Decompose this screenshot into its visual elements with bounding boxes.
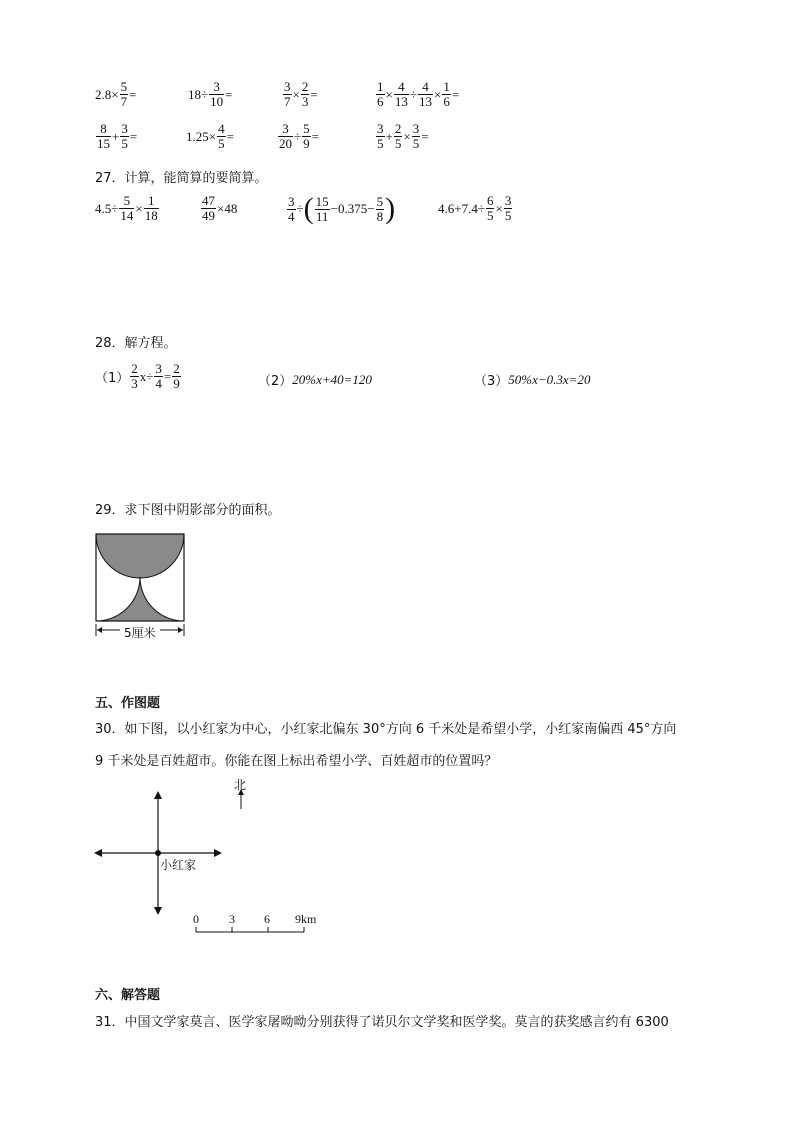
- expr-r1-4: $\frac{1}{6}$ × $\frac{4}{13}$ ÷ $\frac{4}{13}$ × $\frac{1}{6}$ =: [377, 79, 460, 109]
- dimension-label: 5厘米: [124, 626, 156, 640]
- q31-line-1: 31．中国文学家莫言、医学家屠呦呦分别获得了诺贝尔文学奖和医学奖。莫言的获奖感言约有 6300: [95, 1015, 669, 1030]
- direction-diagram: [90, 775, 330, 940]
- fraction: $\frac{3}{5}$: [412, 121, 420, 151]
- q27-expr-4: 4.6+7.4÷ $\frac{6}{5}$ × $\frac{3}{5}$: [438, 193, 512, 223]
- q28-part-2: （2） 20%x+40=120: [258, 371, 372, 389]
- q27-expr-1: 4.5÷ $\frac{5}{14}$ × $\frac{1}{18}$: [95, 193, 158, 223]
- q27-expr-3: $\frac{3}{4}$ ÷ ( 15 11 −0.375− $\frac{5}{8}$ ): [288, 192, 396, 225]
- q28-part-1: （1） 2 3 x÷ $\frac{3}{4}$ = $\frac{2}{9}$: [95, 361, 180, 391]
- arrow-up-icon: [154, 791, 162, 799]
- fraction: $\frac{3}{4}$: [155, 361, 162, 391]
- expr-r2-1: 8 15 + $\frac{3}{5}$ =: [97, 121, 138, 151]
- q28-part-3: （3） 50%x−0.3x=20: [474, 371, 591, 389]
- lower-shaded-region: [96, 577, 184, 621]
- fraction: $\frac{2}{3}$: [301, 79, 309, 109]
- fraction: $\frac{3}{20}$: [279, 121, 292, 151]
- text: 2.8×: [95, 86, 119, 102]
- fraction: $\frac{1}{6}$: [443, 79, 450, 109]
- north-label: 北: [234, 778, 247, 792]
- fraction: 3 5: [377, 121, 384, 151]
- fraction: $\frac{5}{14}$: [120, 193, 134, 223]
- fraction: $\frac{4}{13}$: [394, 79, 408, 109]
- fraction: $\frac{3}{5}$: [504, 193, 512, 223]
- expr-r1-2: 18÷ $\frac{3}{10}$ =: [188, 79, 233, 109]
- expr-r2-3: $\frac{3}{20}$ ÷ $\frac{5}{9}$ =: [279, 121, 319, 151]
- fraction: $\frac{6}{5}$: [486, 193, 494, 223]
- fraction: $\frac{3}{7}$: [284, 79, 291, 109]
- q27-expr-2: $\frac{47}{49}$ ×48: [202, 193, 238, 223]
- section-5-title: 五、作图题: [95, 696, 161, 711]
- arrow-right-icon: [214, 849, 222, 857]
- fraction: $\frac{47}{49}$: [202, 193, 215, 223]
- scale-label-3: 3: [229, 912, 235, 926]
- scale-label-0: 0: [193, 912, 199, 926]
- fraction: $\frac{3}{5}$: [121, 121, 128, 151]
- q28-title: 28．解方程。: [95, 336, 177, 351]
- expr-r1-3: $\frac{3}{7}$ × $\frac{2}{3}$ =: [284, 79, 318, 109]
- upper-semicircle: [96, 534, 184, 578]
- fraction: $\frac{3}{4}$: [288, 193, 295, 224]
- arrow-left-icon: [94, 849, 102, 857]
- fraction: $\frac{1}{18}$: [144, 193, 158, 223]
- home-label: 小红家: [160, 858, 197, 872]
- fraction: $\frac{1}{6}$: [377, 79, 384, 109]
- fraction: $\frac{4}{5}$: [218, 121, 225, 151]
- expr-r2-4: 3 5 + $\frac{2}{5}$ × $\frac{3}{5}$ =: [377, 121, 429, 151]
- q30-line-1: 30．如下图，以小红家为中心，小红家北偏东 30°方向 6 千米处是希望小学，小红家南偏西 45°方向: [95, 722, 677, 737]
- fraction: $\frac{5}{8}$: [376, 193, 384, 224]
- scale-label-6: 6: [264, 912, 270, 926]
- fraction: $\frac{2}{9}$: [173, 361, 180, 391]
- fraction: 8 15: [97, 121, 110, 151]
- fraction: $\frac{3}{10}$: [210, 79, 224, 109]
- expr-r1-1: 2.8× $\frac{5}{7}$ =: [95, 79, 137, 109]
- fraction: $\frac{4}{13}$: [418, 79, 432, 109]
- q29-title: 29．求下图中阴影部分的面积。: [95, 503, 281, 518]
- fraction: $\frac{5}{7}$: [120, 79, 128, 109]
- fraction: 2 3: [131, 361, 138, 391]
- section-6-title: 六、解答题: [95, 988, 161, 1003]
- q27-title: 27．计算，能简算的要简算。: [95, 171, 268, 186]
- fraction: $\frac{2}{5}$: [394, 121, 402, 151]
- expr-r2-2: 1.25× $\frac{4}{5}$ =: [186, 121, 234, 151]
- q30-line-2: 9 千米处是百姓超市。你能在图上标出希望小学、百姓超市的位置吗？: [95, 754, 498, 769]
- arrow-down-icon: [154, 907, 162, 915]
- fraction: 15 11: [315, 193, 329, 224]
- scale-label-9km: 9km: [295, 912, 317, 926]
- fraction: $\frac{5}{9}$: [303, 121, 310, 151]
